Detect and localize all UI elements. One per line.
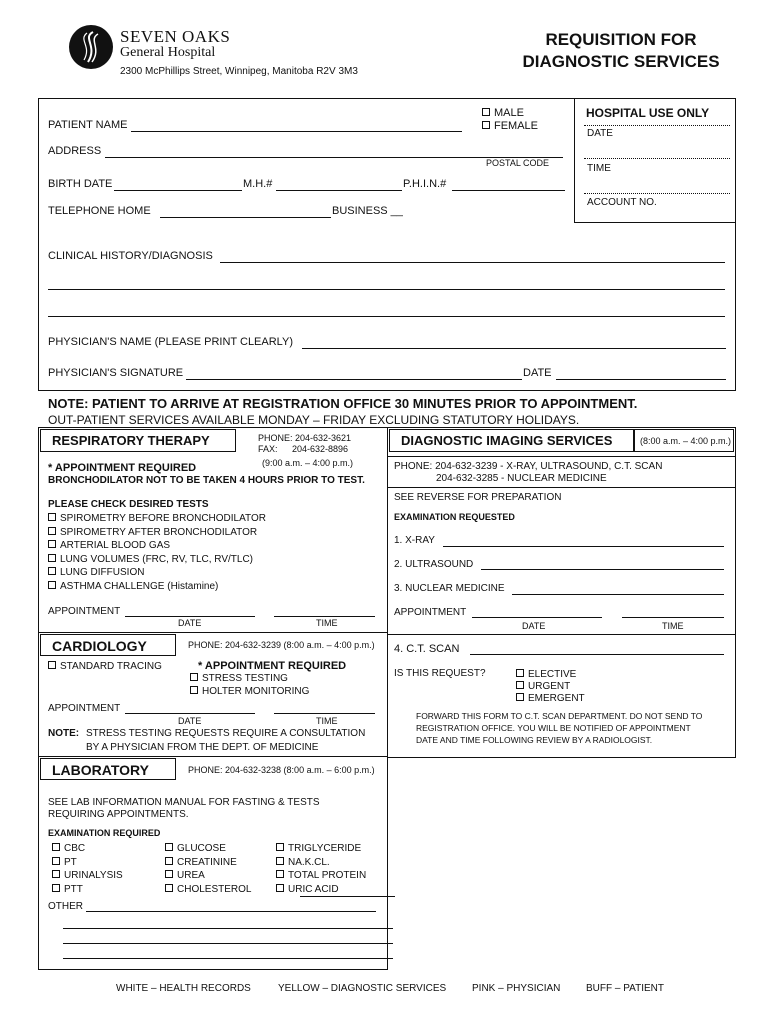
lab-uric-acid-option[interactable] xyxy=(276,884,339,895)
hospital-use-date: DATE xyxy=(587,128,613,139)
test-spirometry-before-bronchodilator-label: SPIROMETRY BEFORE BRONCHODILATOR xyxy=(60,513,266,524)
exam-nuclear-medicine-label: 3. NUCLEAR MEDICINE xyxy=(394,583,505,594)
physician-name-field[interactable] xyxy=(302,348,726,349)
ct-scan-field[interactable] xyxy=(470,654,724,655)
laboratory-title: LABORATORY xyxy=(40,758,176,780)
form-title-line2: DIAGNOSTIC SERVICES xyxy=(522,52,720,71)
test-asthma-challenge-histamine-option[interactable] xyxy=(48,581,218,592)
respiratory-appointment-label: APPOINTMENT xyxy=(48,606,121,617)
exam-xray-label: 1. X-RAY xyxy=(394,535,435,546)
test-lung-diffusion-option[interactable] xyxy=(48,567,144,578)
lab-pt-checkbox[interactable] xyxy=(52,857,60,865)
cardiology-appointment-label: APPOINTMENT xyxy=(48,703,121,714)
cardiology-appointment-date-field[interactable] xyxy=(125,713,255,714)
lab-urea-label: UREA xyxy=(177,870,205,881)
copy-white: WHITE – HEALTH RECORDS xyxy=(116,983,251,994)
hospital-use-divider xyxy=(584,158,730,159)
lab-triglyceride-label: TRIGLYCERIDE xyxy=(288,843,362,854)
test-spirometry-after-bronchodilator-label: SPIROMETRY AFTER BRONCHODILATOR xyxy=(60,526,258,538)
test-lung-volumes-frc-rv-tlc-rv-tlc-label: LUNG VOLUMES (FRC, RV, TLC, RV/TLC) xyxy=(60,553,254,565)
request-urgent-label: URGENT xyxy=(528,681,571,692)
laboratory-phone: PHONE: 204-632-3238 (8:00 a.m. – 6:00 p.m.) xyxy=(188,765,375,775)
phin-label: P.H.I.N.# xyxy=(403,178,447,190)
respiratory-fax: 204-632-8896 xyxy=(292,444,349,454)
outpatient-note: OUT-PATIENT SERVICES AVAILABLE MONDAY – FRIDAY EXCLUDING STATUTORY HOLIDAYS. xyxy=(48,413,580,427)
lab-triglyceride-option[interactable] xyxy=(276,843,361,854)
test-arterial-blood-gas-option[interactable] xyxy=(48,540,170,551)
lab-na-k-cl-option[interactable] xyxy=(276,857,330,868)
test-spirometry-after-bronchodilator-checkbox[interactable] xyxy=(48,527,56,535)
lab-urea-checkbox[interactable] xyxy=(165,870,173,878)
imaging-date-caption: DATE xyxy=(522,621,546,631)
lab-uric-acid-checkbox[interactable] xyxy=(276,884,284,892)
postal-code-label: POSTAL CODE xyxy=(486,158,550,168)
lab-other-field[interactable] xyxy=(86,911,376,912)
exam-xray-field[interactable] xyxy=(443,546,724,547)
test-lung-volumes-frc-rv-tlc-rv-tlc-checkbox[interactable] xyxy=(48,554,56,562)
lab-urinalysis-checkbox[interactable] xyxy=(52,870,60,878)
lab-total-protein-checkbox[interactable] xyxy=(276,870,284,878)
ct-forward-note-1: FORWARD THIS FORM TO C.T. SCAN DEPARTMENT. DO NOT SEND TO xyxy=(416,711,703,721)
signature-date-field[interactable] xyxy=(556,379,726,380)
exam-ultrasound-field[interactable] xyxy=(481,569,724,570)
bronchodilator-note: BRONCHODILATOR NOT TO BE TAKEN 4 HOURS PRIOR TO TEST. xyxy=(48,475,365,486)
request-emergent-checkbox[interactable] xyxy=(516,693,524,701)
request-urgent-checkbox[interactable] xyxy=(516,681,524,689)
exam-nuclear-medicine-field[interactable] xyxy=(512,594,724,595)
copy-buff: BUFF – PATIENT xyxy=(586,983,664,994)
telephone-home-label: TELEPHONE HOME xyxy=(48,205,151,217)
lab-glucose-label: GLUCOSE xyxy=(177,843,226,854)
standard-tracing-label: STANDARD TRACING xyxy=(60,661,162,672)
lab-other-line[interactable] xyxy=(63,958,393,959)
lab-other-label: OTHER xyxy=(48,901,83,912)
imaging-exam-label: EXAMINATION REQUESTED xyxy=(394,512,515,522)
lab-creatinine-checkbox[interactable] xyxy=(165,857,173,865)
test-lung-diffusion-label: LUNG DIFFUSION xyxy=(60,567,145,579)
test-lung-diffusion-checkbox[interactable] xyxy=(48,567,56,575)
request-emergent-label: EMERGENT xyxy=(528,693,585,704)
respiratory-appointment-time-field[interactable] xyxy=(274,616,375,617)
lab-urinalysis-option[interactable] xyxy=(52,870,123,881)
male-checkbox[interactable] xyxy=(482,108,490,116)
physician-name-label: PHYSICIAN'S NAME (PLEASE PRINT CLEARLY) xyxy=(48,336,293,348)
cardiology-note-line1: STRESS TESTING REQUESTS REQUIRE A CONSULTATION xyxy=(86,728,366,739)
imaging-appointment-time-field[interactable] xyxy=(622,617,724,618)
holter-monitoring-option[interactable] xyxy=(190,686,309,697)
lab-cbc-label: CBC xyxy=(64,843,86,854)
lab-triglyceride-checkbox[interactable] xyxy=(276,843,284,851)
lab-total-protein-option[interactable] xyxy=(276,870,366,881)
lab-glucose-option[interactable] xyxy=(165,843,226,854)
lab-manual-line1: SEE LAB INFORMATION MANUAL FOR FASTING & TESTS xyxy=(48,797,320,808)
ct-scan-label: 4. C.T. SCAN xyxy=(394,643,460,655)
check-tests-label: PLEASE CHECK DESIRED TESTS xyxy=(48,499,209,510)
female-option[interactable] xyxy=(482,120,538,132)
lab-ptt-label: PTT xyxy=(64,883,83,895)
request-elective-label: ELECTIVE xyxy=(528,669,577,680)
lab-pt-label: PT xyxy=(64,856,77,868)
clinical-history-field[interactable] xyxy=(220,262,725,263)
imaging-divider xyxy=(387,456,736,457)
female-label: FEMALE xyxy=(494,120,539,132)
lab-glucose-checkbox[interactable] xyxy=(165,843,173,851)
imaging-divider xyxy=(387,487,736,488)
stress-testing-option[interactable] xyxy=(190,673,288,684)
lab-exam-required-label: EXAMINATION REQUIRED xyxy=(48,828,161,838)
form-title-line1: REQUISITION FOR xyxy=(545,30,697,49)
stress-testing-checkbox[interactable] xyxy=(190,673,198,681)
respiratory-phone: PHONE: 204-632-3621 xyxy=(258,433,352,443)
hospital-name: SEVEN OAKS xyxy=(120,27,231,46)
request-urgent-option[interactable] xyxy=(516,681,570,692)
imaging-phone-1: PHONE: 204-632-3239 - X-RAY, ULTRASOUND, C.T. SCAN xyxy=(394,461,663,472)
telephone-home-field[interactable] xyxy=(160,217,331,218)
respiratory-appointment-date-field[interactable] xyxy=(125,616,255,617)
lab-na-k-cl-label: NA.K.CL. xyxy=(288,856,330,868)
lab-urinalysis-label: URINALYSIS xyxy=(64,870,123,881)
imaging-phone-2: 204-632-3285 - NUCLEAR MEDICINE xyxy=(436,473,607,484)
cardiology-date-caption: DATE xyxy=(178,716,202,726)
physician-signature-label: PHYSICIAN'S SIGNATURE xyxy=(48,367,184,379)
imaging-hours: (8:00 a.m. – 4:00 p.m.) xyxy=(640,436,732,446)
cardiology-note-label: NOTE: xyxy=(48,728,80,739)
clinical-history-line[interactable] xyxy=(48,289,725,290)
request-elective-checkbox[interactable] xyxy=(516,669,524,677)
respiratory-time-caption: TIME xyxy=(316,618,338,628)
request-elective-option[interactable] xyxy=(516,669,576,680)
holter-monitoring-checkbox[interactable] xyxy=(190,686,198,694)
standard-tracing-checkbox[interactable] xyxy=(48,661,56,669)
address-label: ADDRESS xyxy=(48,145,102,157)
hospital-use-title: HOSPITAL USE ONLY xyxy=(586,106,710,120)
hospital-address: 2300 McPhillips Street, Winnipeg, Manitoba R2V 3M3 xyxy=(120,66,358,77)
respiratory-hours: (9:00 a.m. – 4:00 p.m.) xyxy=(262,458,354,468)
respiratory-title: RESPIRATORY THERAPY xyxy=(40,429,236,452)
mh-label: M.H.# xyxy=(243,178,273,190)
lab-cholesterol-checkbox[interactable] xyxy=(165,884,173,892)
lab-other-line[interactable] xyxy=(63,928,393,929)
lab-urea-option[interactable] xyxy=(165,870,205,881)
male-option[interactable] xyxy=(482,107,524,119)
exam-ultrasound-label: 2. ULTRASOUND xyxy=(394,559,474,570)
test-spirometry-after-bronchodilator-option[interactable] xyxy=(48,527,257,538)
ct-forward-note-2: REGISTRATION OFFICE. YOU WILL BE NOTIFIED OF APPOINTMENT xyxy=(416,723,691,733)
test-arterial-blood-gas-label: ARTERIAL BLOOD GAS xyxy=(60,540,171,552)
hospital-use-divider xyxy=(584,125,730,126)
copy-yellow: YELLOW – DIAGNOSTIC SERVICES xyxy=(278,983,447,994)
clinical-history-line[interactable] xyxy=(48,316,725,317)
imaging-appointment-label: APPOINTMENT xyxy=(394,607,467,618)
cardiology-time-caption: TIME xyxy=(316,716,338,726)
test-spirometry-before-bronchodilator-option[interactable] xyxy=(48,513,266,524)
lab-cbc-checkbox[interactable] xyxy=(52,843,60,851)
lab-ptt-option[interactable] xyxy=(52,884,83,895)
copy-pink: PINK – PHYSICIAN xyxy=(472,983,561,994)
lab-na-k-cl-checkbox[interactable] xyxy=(276,857,284,865)
birth-date-label: BIRTH DATE xyxy=(48,178,113,190)
physician-signature-field[interactable] xyxy=(186,379,522,380)
hospital-use-time: TIME xyxy=(587,163,611,174)
hospital-logo-icon xyxy=(68,24,114,70)
test-asthma-challenge-histamine-label: ASTHMA CHALLENGE (Histamine) xyxy=(60,581,219,592)
imaging-appointment-date-field[interactable] xyxy=(472,617,602,618)
lab-manual-line2: REQUIRING APPOINTMENTS. xyxy=(48,809,189,820)
hospital-use-account: ACCOUNT NO. xyxy=(587,197,657,208)
respiratory-fax-label: FAX: xyxy=(258,444,278,454)
lab-other-line[interactable] xyxy=(63,943,393,944)
signature-date-label: DATE xyxy=(523,367,552,379)
cardiology-phone: PHONE: 204-632-3239 (8:00 a.m. – 4:00 p.m.) xyxy=(188,640,375,650)
cardiology-appointment-required: * APPOINTMENT REQUIRED xyxy=(198,660,347,672)
ct-forward-note-3: DATE AND TIME FOLLOWING REVIEW BY A RADIOLOGIST. xyxy=(416,735,653,745)
birth-date-field[interactable] xyxy=(114,190,242,191)
hospital-use-divider xyxy=(584,193,730,194)
female-checkbox[interactable] xyxy=(482,121,490,129)
hospital-subtitle: General Hospital xyxy=(120,45,216,60)
clinical-history-label: CLINICAL HISTORY/DIAGNOSIS xyxy=(48,250,213,262)
cardiology-title: CARDIOLOGY xyxy=(40,634,176,656)
business-label: BUSINESS __ xyxy=(332,205,403,217)
standard-tracing-option[interactable] xyxy=(48,661,162,672)
cardiology-note-line2: BY A PHYSICIAN FROM THE DEPT. OF MEDICINE xyxy=(86,742,319,753)
test-spirometry-before-bronchodilator-checkbox[interactable] xyxy=(48,513,56,521)
patient-name-label: PATIENT NAME xyxy=(48,119,128,131)
respiratory-date-caption: DATE xyxy=(178,618,202,628)
stress-testing-label: STRESS TESTING xyxy=(202,673,288,684)
mh-field[interactable] xyxy=(276,190,402,191)
patient-name-field[interactable] xyxy=(131,131,462,132)
request-type-label: IS THIS REQUEST? xyxy=(394,668,486,679)
test-lung-volumes-frc-rv-tlc-rv-tlc-option[interactable] xyxy=(48,554,253,565)
test-asthma-challenge-histamine-checkbox[interactable] xyxy=(48,581,56,589)
lab-cholesterol-label: CHOLESTEROL xyxy=(177,883,252,895)
lab-creatinine-label: CREATININE xyxy=(177,856,237,868)
see-reverse-note: SEE REVERSE FOR PREPARATION xyxy=(394,492,562,503)
lab-other-line[interactable] xyxy=(300,896,395,897)
imaging-divider xyxy=(387,634,736,635)
respiratory-appointment-required: * APPOINTMENT REQUIRED xyxy=(48,462,197,474)
lab-total-protein-label: TOTAL PROTEIN xyxy=(288,870,367,881)
lab-ptt-checkbox[interactable] xyxy=(52,884,60,892)
lab-pt-option[interactable] xyxy=(52,857,77,868)
phin-field[interactable] xyxy=(452,190,565,191)
lab-creatinine-option[interactable] xyxy=(165,857,237,868)
imaging-time-caption: TIME xyxy=(662,621,684,631)
lab-uric-acid-label: URIC ACID xyxy=(288,883,339,895)
holter-monitoring-label: HOLTER MONITORING xyxy=(202,686,310,697)
test-arterial-blood-gas-checkbox[interactable] xyxy=(48,540,56,548)
request-emergent-option[interactable] xyxy=(516,693,585,704)
imaging-title: DIAGNOSTIC IMAGING SERVICES xyxy=(389,429,634,452)
lab-cholesterol-option[interactable] xyxy=(165,884,251,895)
arrival-note: NOTE: PATIENT TO ARRIVE AT REGISTRATION OFFICE 30 MINUTES PRIOR TO APPOINTMENT. xyxy=(48,396,638,411)
male-label: MALE xyxy=(494,107,524,119)
lab-cbc-option[interactable] xyxy=(52,843,85,854)
cardiology-appointment-time-field[interactable] xyxy=(274,713,375,714)
